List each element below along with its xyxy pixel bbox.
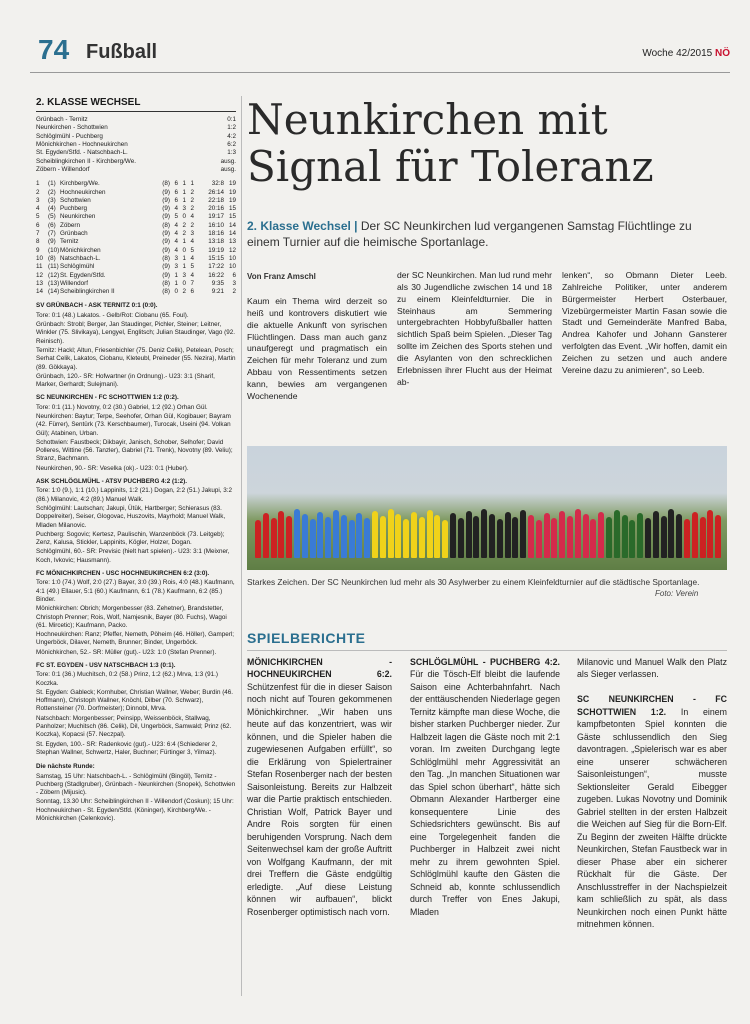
photo-credit: Foto: Verein	[655, 589, 699, 598]
header-divider	[30, 72, 730, 73]
player-figure	[505, 512, 511, 558]
result-score: 1:2	[227, 124, 236, 132]
result-row	[36, 158, 236, 166]
player-figure	[715, 515, 721, 558]
match-reports	[36, 302, 236, 757]
table-cell: (12)	[48, 271, 60, 279]
headline	[247, 96, 727, 190]
report-line: Grünbach, 120.- SR: Hofwartner (in Ordnung).- U23: 3:1 (Sharif, Marker, Gerhardt; Sulejmani).	[36, 372, 215, 389]
table-cell: 6	[174, 196, 178, 204]
player-figure	[302, 514, 308, 558]
table-cell: 4	[36, 205, 40, 213]
table-row	[36, 272, 236, 280]
next-round-item: Sonntag, 13.30 Uhr: Scheiblingkirchen II - Willendorf (Coskun); 15 Uhr: Hochneukirchen - St. Egyden/Stfd. (Köninger), Kirchberg/We. - Mönichkirchen (Celenkovic).	[36, 798, 234, 823]
player-figure	[466, 511, 472, 558]
report-line: Grünbach: Strobl; Berger, Jan Staudinger, Pichler, Steiner; Leitner, Winkler (75. Slivikaya), Lengyel, Englitsch; Julian Staudinger, Vago (92. Reinisch).	[36, 321, 236, 345]
player-figure	[411, 512, 417, 558]
table-cell: 19	[228, 196, 236, 204]
player-figure	[255, 520, 261, 558]
table-cell: Hochneukirchen	[60, 188, 106, 196]
table-cell: 8	[36, 238, 40, 246]
result-match: Neunkirchen - Schottwien	[36, 124, 108, 132]
next-round-item: Samstag, 15 Uhr: Natschbach-L. - Schlöglmühl (Bingöl), Ternitz - Puchberg (Stadlgruber), Grünbach - Neunkirchen (Snopek), Schottwien - Zöbern (Mijusic).	[36, 772, 236, 797]
table-cell: 14	[36, 288, 44, 296]
report-line: Tore: 0:1 (36.) Muchitsch, 0:2 (58.) Prinz, 1:2 (62.) Mrva, 1:3 (91.) Koczka.	[36, 671, 218, 687]
player-figure	[637, 513, 643, 558]
table-row	[36, 180, 236, 188]
player-figure	[333, 510, 339, 558]
next-round-list	[36, 773, 236, 824]
table-cell: St. Egyden/Stfd.	[60, 271, 106, 279]
table-cell: 2	[182, 221, 186, 229]
table-cell: 0	[182, 213, 186, 221]
player-figure	[598, 512, 604, 558]
table-cell: 1	[182, 188, 186, 196]
table-cell: Willendorf	[60, 279, 88, 287]
table-cell: 19	[228, 180, 236, 188]
player-figure	[590, 519, 596, 558]
results-list	[36, 116, 236, 174]
page-number: 74	[38, 34, 70, 65]
table-cell: 2	[182, 230, 186, 238]
author-line: Von Franz Amschl	[247, 272, 316, 281]
headline-line-1: Neunkirchen mit	[247, 95, 608, 144]
result-match: Grünbach - Ternitz	[36, 116, 88, 124]
table-cell: (9)	[162, 205, 170, 213]
table-cell: 16:22	[208, 271, 224, 279]
section-title: Fußball	[86, 41, 158, 63]
player-figure	[356, 513, 362, 558]
result-row	[36, 133, 236, 141]
table-cell: 6	[232, 271, 236, 279]
player-figure	[551, 518, 557, 558]
table-cell: Ternitz	[60, 238, 79, 246]
player-figure	[668, 509, 674, 558]
photo-caption: Starkes Zeichen. Der SC Neunkirchen lud mehr als 30 Asylwerber zu einem Kleinfeldturnier auf die städtische Sportanlage.	[247, 577, 700, 587]
table-cell: 1	[36, 180, 40, 188]
player-figure	[575, 509, 581, 558]
player-figure	[497, 519, 503, 558]
table-cell: (5)	[48, 213, 56, 221]
player-figure	[676, 514, 682, 558]
table-cell: (8)	[162, 221, 170, 229]
table-cell: 5	[174, 213, 178, 221]
player-figure	[536, 520, 542, 558]
report-heading: SV GRÜNBACH - ASK TERNITZ 0:1 (0:0).	[36, 302, 158, 310]
table-cell: 12	[228, 246, 236, 254]
table-cell: 12	[36, 271, 44, 279]
table-cell: 0	[182, 246, 186, 254]
report-line: Tore: 0:1 (11.) Novotny, 0:2 (30.) Gabriel, 1:2 (92.) Orhan Gül.	[36, 403, 208, 411]
report-line: Schottwien: Faustbeck; Dikbayir, Janisch, Schober, Selhofer; David Polleres, Wittine (56. Tanzler), Gabriel (71. Trenk), Novotny (89. Veliu); Stranz, Bachmann.	[36, 438, 233, 463]
player-figure	[341, 515, 347, 558]
table-cell: (9)	[162, 196, 170, 204]
table-cell: 17:22	[208, 263, 224, 271]
report-heading: FC MÖNICHKIRCHEN - USC HOCHNEUKIRCHEN 6:2 (3:0).	[36, 570, 210, 578]
table-cell: 1	[190, 180, 194, 188]
player-figure	[442, 520, 448, 558]
table-cell: (13)	[48, 279, 60, 287]
report-2-text: Für die Tösch-Elf bleibt die laufende Saison eine Achterbahnfahrt. Nach der enttäuschenden Niederlage gegen Ternitz kämpfte man diese Woche, die bisher starken Puchberger nieder. Zur Halbzeit lagen die Gäste noch mit 2:1 voran. Im zweiten Durchgang legte Schlöglmühl mehr Aggressivität an den Tag. „In manchen Situationen war das Spiel schon überhart“, hätte sich Obmann Alexander Hartberger eine konsequentere Linie des Schiedsrichters gewünscht. Bis auf eine Torgelegenheit fanden die Puchberger in Halbzeit zwei nicht mehr zu ihrem gewohnten Spiel. Schlöglmühl kaufte den Gästen die Schneid ab, konnte schlussendlich durch Treffer von Enes Jakupi, Mladen	[410, 669, 560, 917]
report-line: Mönichkirchen, 52.- SR: Müller (gut).- U23: 1:0 (Stefan Prenner).	[36, 648, 217, 656]
player-figure	[458, 518, 464, 558]
report-line: Tore: 0:1 (48.) Lakatos. - Gelb/Rot: Ciobanu (65. Foul).	[36, 311, 189, 319]
table-cell: Natschbach-L.	[60, 254, 101, 262]
table-row	[36, 222, 236, 230]
player-figure	[692, 512, 698, 558]
table-cell: 2	[190, 196, 194, 204]
table-cell: 9:21	[211, 288, 224, 296]
player-figure	[700, 517, 706, 558]
table-cell: 13	[36, 279, 44, 287]
table-cell: (9)	[48, 238, 56, 246]
player-figure	[271, 518, 277, 558]
player-figure	[317, 512, 323, 558]
table-cell: 22:18	[208, 196, 224, 204]
report-1-text: Schützenfest für die in dieser Saison noch nicht auf Touren gekommenen Mönichkirchner. „Wir haben uns heute auf das konzentriert, was wir können, und die Spieler haben die zugewiesenen Aufgaben erfüllt“, so die Erklärung von Spielertrainer Stefan Rosenberger nach der besten Saisonleistung. Bereits zur Halbzeit war die Partie praktisch entschieden. Christian Wolf, Patrick Bayer und Andre Rois sorgten für einen beruhigenden Vorsprung. Nach dem Seitenwechsel kam der große Auftritt von Wolfgang Kaufmann, der mit drei Treffern die Gäste endgültig erledigte. „Auf diese Leistung können wir aufbauen“, blickt Rosenberger optimistisch nach vorn.	[247, 681, 392, 917]
league-table	[36, 180, 236, 296]
table-cell: 18:16	[208, 230, 224, 238]
player-figure	[606, 517, 612, 558]
table-cell: 4	[190, 254, 194, 262]
table-cell: (8)	[48, 254, 56, 262]
result-match: Mönichkirchen - Hochneukirchen	[36, 141, 128, 149]
result-score: ausg.	[220, 165, 236, 173]
player-figure	[419, 517, 425, 558]
lead-kicker: 2. Klasse Wechsel |	[247, 219, 358, 233]
player-figure	[661, 516, 667, 558]
results-column	[36, 96, 236, 824]
table-cell: 2	[232, 288, 236, 296]
table-cell: 11	[36, 263, 43, 271]
table-cell: Kirchberg/We.	[60, 180, 100, 188]
player-figure	[294, 509, 300, 558]
table-row	[36, 213, 236, 221]
result-row	[36, 116, 236, 124]
player-figure	[622, 515, 628, 558]
table-row	[36, 255, 236, 263]
table-cell: Puchberg	[60, 205, 87, 213]
table-cell: 1	[182, 238, 186, 246]
table-cell: Scheiblingkirchen II	[60, 288, 115, 296]
table-cell: 14	[228, 221, 236, 229]
result-score: 6:2	[227, 141, 236, 149]
next-round-title: Die nächste Runde:	[36, 763, 95, 771]
table-cell: 1	[182, 196, 186, 204]
table-cell: 3	[232, 279, 236, 287]
report-heading: FC ST. EGYDEN - USV NATSCHBACH 1:3 (0:1).	[36, 662, 176, 669]
table-cell: 2	[190, 205, 194, 213]
table-cell: 0	[174, 288, 178, 296]
result-match: Schlöglmühl - Puchberg	[36, 132, 103, 140]
player-figure	[349, 520, 355, 558]
report-line: Neunkirchen: Baytur; Terpe, Seehofer, Orhan Gül, Kogibauer; Bayram (42. Fürrer), Sentürk (73. Kerschbaumer), Turocak, Useini (94. Volkan Gül); Atabinen, Urban.	[36, 412, 231, 437]
report-line: Schlöglmühl, 60.- SR: Previsic (hielt hart spielen).- U23: 3:1 (Meixner, Koch, Ivkovic; Hausmann).	[36, 548, 230, 564]
player-figure	[473, 516, 479, 558]
table-cell: 10	[36, 254, 44, 262]
league-title: 2. KLASSE WECHSEL	[36, 96, 236, 112]
player-figure	[559, 511, 565, 558]
player-figure	[489, 514, 495, 558]
table-cell: 1	[182, 180, 186, 188]
table-cell: (8)	[162, 288, 170, 296]
player-figure	[434, 515, 440, 558]
table-cell: 10	[228, 263, 236, 271]
table-cell: 1	[182, 263, 186, 271]
player-figure	[325, 517, 331, 558]
player-figure	[528, 515, 534, 558]
table-row	[36, 263, 236, 271]
table-cell: (9)	[162, 246, 170, 254]
table-cell: 2	[190, 188, 194, 196]
table-cell: Schlöglmühl	[60, 263, 95, 271]
table-cell: 3	[174, 254, 178, 262]
article-column-1: Kaum ein Thema wird derzeit so heiß und kontrovers diskutiert wie die aktuelle Ankunft von syrischen Flüchtlingen. Dass man auch ganz unaufgeregt und pragmatisch ein Zeichen für mehr Toleranz und zum Abbau von Ressentiments setzen kann, bewies am vergangenen Wochenende	[247, 296, 387, 401]
table-cell: 14	[228, 230, 236, 238]
table-cell: 7	[36, 230, 40, 238]
result-score: 0:1	[227, 116, 236, 124]
result-match: St. Egyden/Stfd. - Natschbach-L.	[36, 149, 128, 157]
table-cell: 5	[190, 246, 194, 254]
table-cell: (8)	[162, 254, 170, 262]
report-line: Ternitz: Hackl; Altun, Friesenbichler (75. Deniz Celik), Petelean, Posch; Serhat Celik, Lakatos, Ciobanu, Kleteubl, Preineder (55. Nezira), Martin (89. Gökkaya).	[36, 346, 236, 371]
team-photo	[247, 446, 727, 570]
report-column-1	[247, 656, 392, 918]
table-cell: 13	[228, 238, 236, 246]
table-cell: 19:19	[208, 246, 224, 254]
player-figure	[450, 513, 456, 558]
table-cell: (9)	[162, 238, 170, 246]
table-cell: 9	[36, 246, 40, 254]
result-match: Scheiblingkirchen II - Kirchberg/We.	[36, 157, 136, 165]
page-header	[30, 34, 730, 68]
report-line: St. Egyden, 100.- SR: Radenkovic (gut).- U23: 6:4 (Schiederer 2, Stephan Wallner, Schwertz, Haler, Buchner; Fürtinger 3, Yilmaz).	[36, 740, 217, 756]
lead-text: Der SC Neunkirchen lud vergangenen Samstag Flüchtlinge zu einem Turnier auf die heimische Sportanlage.	[247, 219, 692, 250]
report-column-2	[410, 656, 560, 918]
report-line: Neunkirchen, 90.- SR: Veselka (ok).- U23: 0:1 (Huber).	[36, 464, 189, 472]
week-label: Woche 42/2015	[642, 48, 713, 59]
column-divider	[241, 96, 242, 996]
spielberichte-title: SPIELBERICHTE	[247, 630, 366, 646]
table-cell: 10	[228, 254, 236, 262]
table-cell: (8)	[162, 180, 170, 188]
table-cell: 2	[190, 221, 194, 229]
player-figure	[583, 514, 589, 558]
player-figure	[388, 509, 394, 558]
table-cell: 16:10	[208, 221, 224, 229]
table-cell: (6)	[48, 221, 56, 229]
table-cell: 6	[174, 180, 178, 188]
report-line: Tore: 1:0 (74.) Wolf, 2:0 (27.) Bayer, 3:0 (39.) Rois, 4:0 (48.) Kaufmann, 4:1 (49.) Ellauer, 5:1 (60.) Kaufmann, 6:1 (78.) Kaufmann, 6:2 (85.) Binder.	[36, 579, 235, 603]
report-line: Hochneukirchen: Ranz; Pfeffer, Nemeth, Pöheim (46. Höller), Gamperl; Ungerböck, Dilaver, Nemeth, Brunner; Binder, Ungerböck.	[36, 631, 234, 647]
table-cell: (3)	[48, 196, 56, 204]
table-cell: (9)	[162, 263, 170, 271]
table-cell: 6	[190, 288, 194, 296]
table-cell: 5	[190, 263, 194, 271]
player-figure	[481, 509, 487, 558]
table-cell: 6	[36, 221, 40, 229]
result-score: 4:2	[227, 132, 236, 140]
result-row	[36, 149, 236, 157]
table-cell: 4	[174, 230, 178, 238]
table-cell: 1	[174, 279, 178, 287]
report-3-text: In einem kampfbetonten Spiel konnten die Gäste schlussendlich den Sieg davontragen. „Spielerisch war es aber eine unserer schwächeren Saisonleistungen“, musste Sektionsleiter Gerald Eibegger zugeben. Lukas Novotny und Dominik Gabriel stellten in der ersten Halbzeit die Weichen auf Sieg für die Born-Elf. Zu Beginn der zweiten Hälfte drückte Neunkirchen, Stefan Faustbeck war in dieser Phase aber ein sicherer Rückhalt für die Gäste. Der Anschlusstreffer in der Nachspielzeit kam schließlich zu spät, als dass Neunkirchen noch einen Punkt hätte mitnehmen können.	[577, 706, 727, 930]
player-figure	[520, 510, 526, 558]
player-figure	[653, 511, 659, 558]
player-figure	[310, 519, 316, 558]
table-cell: 20:16	[208, 205, 224, 213]
report-line: St. Egyden: Gableck; Kornhuber, Christian Wallner, Weber; Burdin (46. Hoffmann), Christoph Wallner, Knöchl, Dilber (70. Schwarz), Rottensteiner (70. Dorfmeister); Dinnobl, Mrva.	[36, 688, 234, 713]
report-2-continued: Milanovic und Manuel Walk den Platz als Sieger verlassen.	[577, 657, 727, 680]
table-cell: 4	[174, 238, 178, 246]
report-heading: SC NEUNKIRCHEN - FC SCHOTTWIEN 1:2 (0:2).	[36, 394, 179, 402]
report-line: Tore: 1:0 (9.), 1:1 (10.) Lappinits, 1:2 (21.) Dogan, 2:2 (51.) Jakupi, 3:2 (86.) Milanovic, 4:2 (89.) Manuel Walk.	[36, 487, 233, 503]
table-row	[36, 205, 236, 213]
report-2-title: SCHLÖGLMÜHL - PUCHBERG 4:2.	[410, 657, 560, 667]
table-cell: 13:18	[208, 238, 224, 246]
article-column-2: der SC Neunkirchen. Man lud rund mehr als 30 Jugendliche zwischen 14 und 18 zu einem Kleinfeldturnier. Die in Steinhaus am Semmering untergebrachten Hobbyfußballer hatten sichtlich Spaß beim Spielen. „Dieser Tag sollte im Zeichen des Sports stehen und die Asylanten von den schrecklichen Erlebnissen ihrer Flucht aus der Heimat ab-	[397, 270, 552, 387]
table-cell: 19	[228, 188, 236, 196]
table-row	[36, 238, 236, 246]
table-cell: 32:8	[211, 180, 224, 188]
table-cell: (9)	[162, 230, 170, 238]
table-row	[36, 189, 236, 197]
table-cell: 2	[36, 188, 40, 196]
table-cell: 15:15	[208, 254, 224, 262]
table-cell: 1	[182, 254, 186, 262]
player-figure	[614, 510, 620, 558]
result-score: ausg.	[220, 157, 236, 165]
player-figure	[629, 520, 635, 558]
result-row	[36, 124, 236, 132]
table-cell: (1)	[48, 180, 56, 188]
player-figure	[567, 516, 573, 558]
table-cell: Mönichkirchen	[60, 246, 101, 254]
table-cell: (4)	[48, 205, 56, 213]
table-cell: (9)	[162, 271, 170, 279]
table-cell: 4	[190, 213, 194, 221]
article-lead	[247, 218, 727, 250]
player-figure	[364, 518, 370, 558]
player-figure	[286, 516, 292, 558]
table-cell: (14)	[48, 288, 60, 296]
table-cell: (9)	[162, 188, 170, 196]
result-row	[36, 141, 236, 149]
table-cell: Schottwien	[60, 196, 91, 204]
player-figure	[263, 513, 269, 558]
table-cell: 9:35	[211, 279, 224, 287]
result-match: Zöbern - Willendorf	[36, 165, 90, 173]
table-cell: (10)	[48, 246, 60, 254]
table-cell: (9)	[162, 213, 170, 221]
brand-label: NÖ	[715, 48, 730, 59]
table-cell: 0	[182, 279, 186, 287]
report-line: Mönichkirchen: Obrich; Morgenbesser (83. Zehetner), Brandstetter, Christoph Prenner; Rois, Wolf, Namjesnik, Bayer (80. Fuchs), Wagoi (61. Mircetic); Kaufmann, Packo.	[36, 605, 227, 629]
spielberichte-divider	[247, 650, 727, 651]
report-line: Puchberg: Sogovic; Kertesz, Paulischin, Wanzenböck (73. Leitgeb); Zenz, Kalusa, Stickler, Lappinits, Kögler, Holzer, Dogan.	[36, 530, 225, 547]
player-figure	[427, 510, 433, 558]
table-cell: 1	[174, 271, 178, 279]
player-figure	[645, 518, 651, 558]
table-cell: 6	[174, 188, 178, 196]
player-figure	[684, 519, 690, 558]
player-figure	[372, 511, 378, 558]
report-column-3	[577, 656, 727, 931]
table-cell: 7	[190, 279, 194, 287]
table-cell: 5	[36, 213, 40, 221]
report-heading: ASK SCHLÖGLMÜHL - ATSV PUCHBERG 4:2 (1:2).	[36, 478, 188, 486]
table-cell: 4	[174, 246, 178, 254]
report-1-title: MÖNICHKIRCHEN - HOCHNEUKIRCHEN 6:2.	[247, 657, 392, 680]
table-cell: 3	[182, 271, 186, 279]
table-cell: Zöbern	[60, 221, 80, 229]
player-figure	[278, 511, 284, 558]
player-figure	[707, 510, 713, 558]
table-row	[36, 197, 236, 205]
player-figure	[403, 519, 409, 558]
report-line: Schlöglmühl: Lautschan; Jakupi, Ütük, Hartberger; Schierasus (83. Doppelreiter), Seiser, Glogovac, Huszovits, Mayrhold; Manuel Walk, Mladen Milanovic.	[36, 504, 226, 529]
result-score: 1:3	[227, 149, 236, 157]
table-cell: 3	[190, 230, 194, 238]
table-cell: 4	[190, 271, 194, 279]
player-figure	[395, 514, 401, 558]
headline-line-2: Signal für Toleranz	[247, 142, 654, 192]
result-row	[36, 166, 236, 174]
table-cell: (7)	[48, 230, 56, 238]
table-cell: Grünbach	[60, 230, 88, 238]
table-cell: 15	[228, 213, 236, 221]
table-cell: 19:17	[208, 213, 224, 221]
report-line: Natschbach: Morgenbesser; Peinsipp, Weissenböck, Stallwag, Panholzer; Muchitsch (86. Celik), Dil, Ungerböck, Samwald; Prinz (62. Koczka), Kopacsi (57. Neczpal).	[36, 714, 232, 739]
player-figure	[544, 513, 550, 558]
table-cell: 3	[36, 196, 40, 204]
table-cell: (8)	[162, 279, 170, 287]
table-cell: 26:14	[208, 188, 224, 196]
table-row	[36, 280, 236, 288]
table-cell: 4	[190, 238, 194, 246]
table-cell: 3	[174, 263, 178, 271]
article-column-3: lenken“, so Obmann Dieter Leeb. Zahlreiche Politiker, unter anderem Bürgermeister Herbert Osterbauer, Vizebürgermeister Martin Fasan sowie die Stadt und Gemeinderäte Manfred Baba, Andrea Kahofer und Johann Gansterer verfolgten das Event. „Wir hoffen, damit ein Zeichen zu setzen und auch andere Vereine dazu zu animieren“, so Leeb.	[562, 270, 727, 375]
table-cell: 3	[182, 205, 186, 213]
player-figure	[512, 517, 518, 558]
player-figure	[380, 516, 386, 558]
table-cell: (11)	[48, 263, 59, 271]
table-cell: (2)	[48, 188, 56, 196]
table-cell: 4	[174, 221, 178, 229]
table-row	[36, 288, 236, 296]
report-3-title: SC NEUNKIRCHEN - FC SCHOTTWIEN 1:2.	[577, 694, 727, 717]
table-cell: 2	[182, 288, 186, 296]
table-row	[36, 247, 236, 255]
table-row	[36, 230, 236, 238]
table-cell: 15	[228, 205, 236, 213]
issue-week	[642, 48, 730, 59]
table-cell: 4	[174, 205, 178, 213]
table-cell: Neunkirchen	[60, 213, 96, 221]
